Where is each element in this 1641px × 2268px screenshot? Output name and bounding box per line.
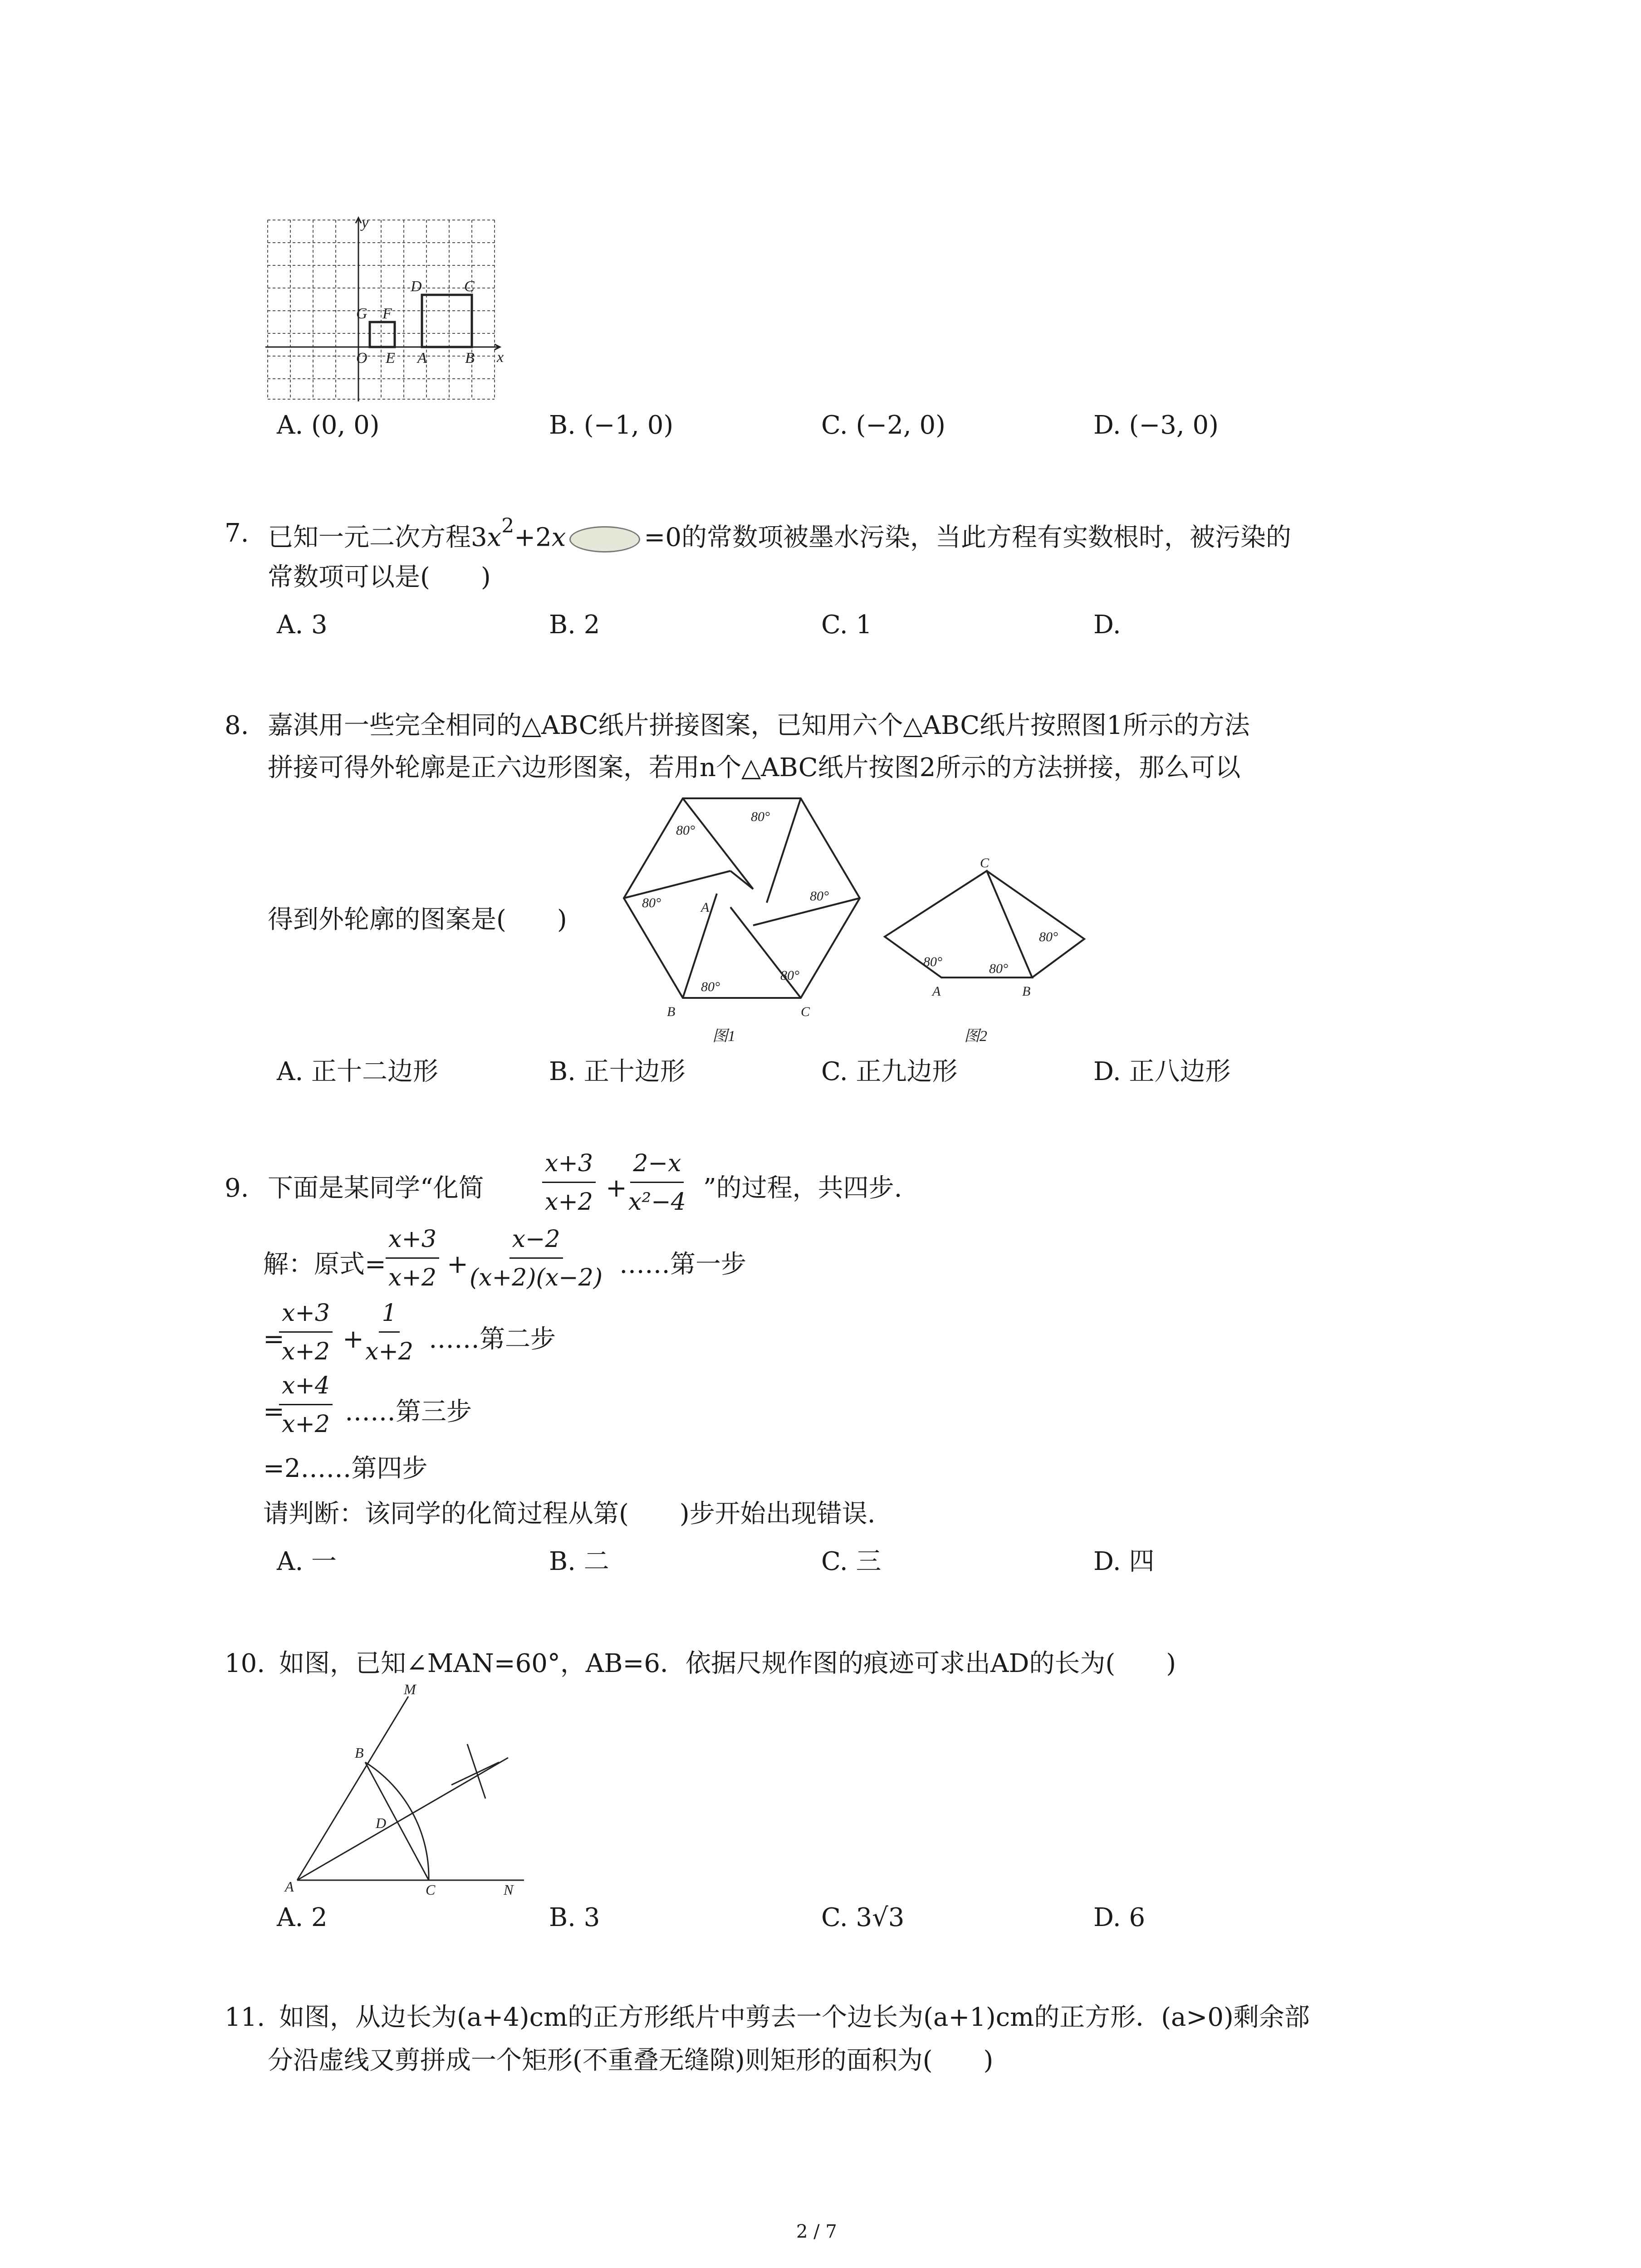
q8f2-label-B: B (1022, 984, 1031, 999)
q9-judge: 请判断：该同学的化简过程从第( )步开始出现错误. (263, 1499, 876, 1529)
q10-label-M: M (404, 1681, 416, 1697)
q9-step1-frac2: x−2 (x+2)(x−2) (470, 1226, 603, 1291)
q6-label-A: A (417, 350, 427, 367)
q8-option-a[interactable]: A. 正十二边形 (277, 1057, 439, 1086)
q6-label-G: G (356, 305, 367, 322)
q9-step3-tag: ……第三步 (345, 1397, 472, 1427)
q9-intro-b: ”的过程，共四步. (703, 1173, 902, 1203)
q8f1-label-A: A (701, 900, 710, 915)
q10-option-b[interactable]: B. 3 (549, 1903, 600, 1932)
q8f2-angle-3: 80° (1039, 929, 1058, 944)
q9-eq-2: = (263, 1325, 284, 1354)
q9-option-c[interactable]: C. 三 (821, 1547, 882, 1576)
q10-option-a[interactable]: A. 2 (277, 1903, 328, 1932)
q6-label-x: x (497, 349, 504, 366)
q6-grid-figure (265, 215, 504, 404)
q11-number: 11. (225, 2003, 265, 2032)
q7-option-c[interactable]: C. 1 (821, 610, 872, 640)
q9-plus-0: + (606, 1173, 627, 1203)
q11-line2: 分沿虚线又剪拼成一个矩形(不重叠无缝隙)则矩形的面积为( ) (268, 2046, 994, 2075)
q9-option-b[interactable]: B. 二 (549, 1547, 609, 1576)
q7-line1: 已知一元二次方程$3x^2+2x =0$的常数项被墨水污染，当此方程有实数根时，被污染的 (268, 514, 1291, 552)
q8f2-label-C: C (980, 855, 989, 870)
q8-line1: 嘉淇用一些完全相同的△ABC纸片拼接图案，已知用六个△ABC纸片按照图1所示的方法 (268, 711, 1250, 740)
q7-option-d[interactable]: D. (1093, 610, 1121, 640)
q9-step2-frac1: x+3 x+2 (279, 1300, 333, 1365)
q6-label-E: E (386, 350, 395, 367)
q9-sol-label: 解：原式= (263, 1250, 386, 1279)
q10-label-D: D (376, 1815, 387, 1831)
q9-intro-frac2: 2−x x²−4 (628, 1150, 686, 1216)
q10-option-c[interactable]: C. 3√3 (821, 1903, 905, 1932)
q8-number: 8. (225, 711, 249, 740)
q10-label-C: C (426, 1882, 436, 1898)
q9-eq-3: = (263, 1397, 284, 1427)
q8f1-angle-4: 80° (780, 968, 799, 983)
q8-option-d[interactable]: D. 正八边形 (1093, 1057, 1231, 1086)
q8f1-angle-3: 80° (810, 889, 829, 904)
q9-step1-tag: ……第一步 (619, 1250, 746, 1279)
q6-label-D: D (411, 278, 422, 295)
q8-figure-2 (878, 855, 1096, 1048)
page-number: 2 / 7 (796, 2221, 837, 2242)
q10-label-N: N (504, 1882, 514, 1898)
q8f2-angle-1: 80° (923, 954, 942, 969)
q6-label-y: y (362, 215, 369, 231)
ink-blot (569, 526, 640, 552)
q8f1-label-C: C (801, 1004, 810, 1019)
q8-figure-2-caption: 图2 (964, 1028, 987, 1045)
q9-intro-frac1: x+3 x+2 (542, 1150, 596, 1216)
q9-option-a[interactable]: A. 一 (277, 1547, 337, 1576)
q9-plus-2: + (343, 1325, 364, 1354)
q6-option-a[interactable]: A. (0, 0) (277, 411, 380, 440)
q10-text: 如图，已知∠MAN=60°，AB=6．依据尺规作图的痕迹可求出AD的长为( ) (279, 1649, 1176, 1678)
q8-option-b[interactable]: B. 正十边形 (549, 1057, 686, 1086)
q8f1-angle-5: 80° (701, 979, 720, 994)
q8-figure-1-caption: 图1 (712, 1028, 735, 1045)
q9-step3-frac: x+4 x+2 (279, 1372, 333, 1438)
q8-option-c[interactable]: C. 正九边形 (821, 1057, 958, 1086)
q6-label-F: F (382, 305, 392, 322)
q7-number: 7. (225, 518, 249, 548)
q11-line1: 如图，从边长为(a+4)cm的正方形纸片中剪去一个边长为(a+1)cm的正方形．(a>0)剩余部 (279, 2003, 1310, 2032)
q8f1-label-B: B (667, 1004, 676, 1019)
q8f1-angle-6: 80° (642, 895, 661, 910)
q8-line3: 得到外轮廓的图案是( ) (268, 905, 567, 934)
q9-step2-frac2: 1 x+2 (365, 1300, 413, 1365)
q7-line2: 常数项可以是( ) (268, 562, 491, 592)
q8f2-label-A: A (932, 984, 941, 999)
q10-label-B: B (355, 1745, 364, 1761)
q6-label-B: B (465, 350, 475, 367)
q9-option-d[interactable]: D. 四 (1093, 1547, 1155, 1576)
q9-plus-1: + (447, 1250, 468, 1279)
q6-label-O: O (356, 350, 367, 367)
q9-number: 9. (225, 1173, 249, 1203)
q6-label-C: C (464, 278, 475, 295)
q9-step2-tag: ……第二步 (429, 1325, 556, 1354)
q9-step4: =2……第四步 (263, 1454, 428, 1483)
q10-number: 10. (225, 1649, 265, 1678)
q10-figure (272, 1681, 544, 1898)
q6-option-b[interactable]: B. (−1, 0) (549, 411, 674, 440)
q8-line2: 拼接可得外轮廓是正六边形图案，若用n个△ABC纸片按图2所示的方法拼接，那么可以 (268, 753, 1241, 782)
q7-option-b[interactable]: B. 2 (549, 610, 600, 640)
q6-option-c[interactable]: C. (−2, 0) (821, 411, 945, 440)
q8f1-angle-2: 80° (751, 809, 770, 824)
q8f1-angle-1: 80° (676, 823, 695, 838)
q10-label-A: A (285, 1878, 294, 1895)
q9-intro-a: 下面是某同学“化简 (268, 1173, 484, 1203)
q8f2-angle-2: 80° (989, 961, 1008, 976)
q6-option-d[interactable]: D. (−3, 0) (1093, 411, 1219, 440)
q8-figure-1 (617, 789, 871, 1048)
q9-step1-frac1: x+3 x+2 (386, 1226, 439, 1291)
q10-option-d[interactable]: D. 6 (1093, 1903, 1146, 1932)
q7-option-a[interactable]: A. 3 (277, 610, 328, 640)
